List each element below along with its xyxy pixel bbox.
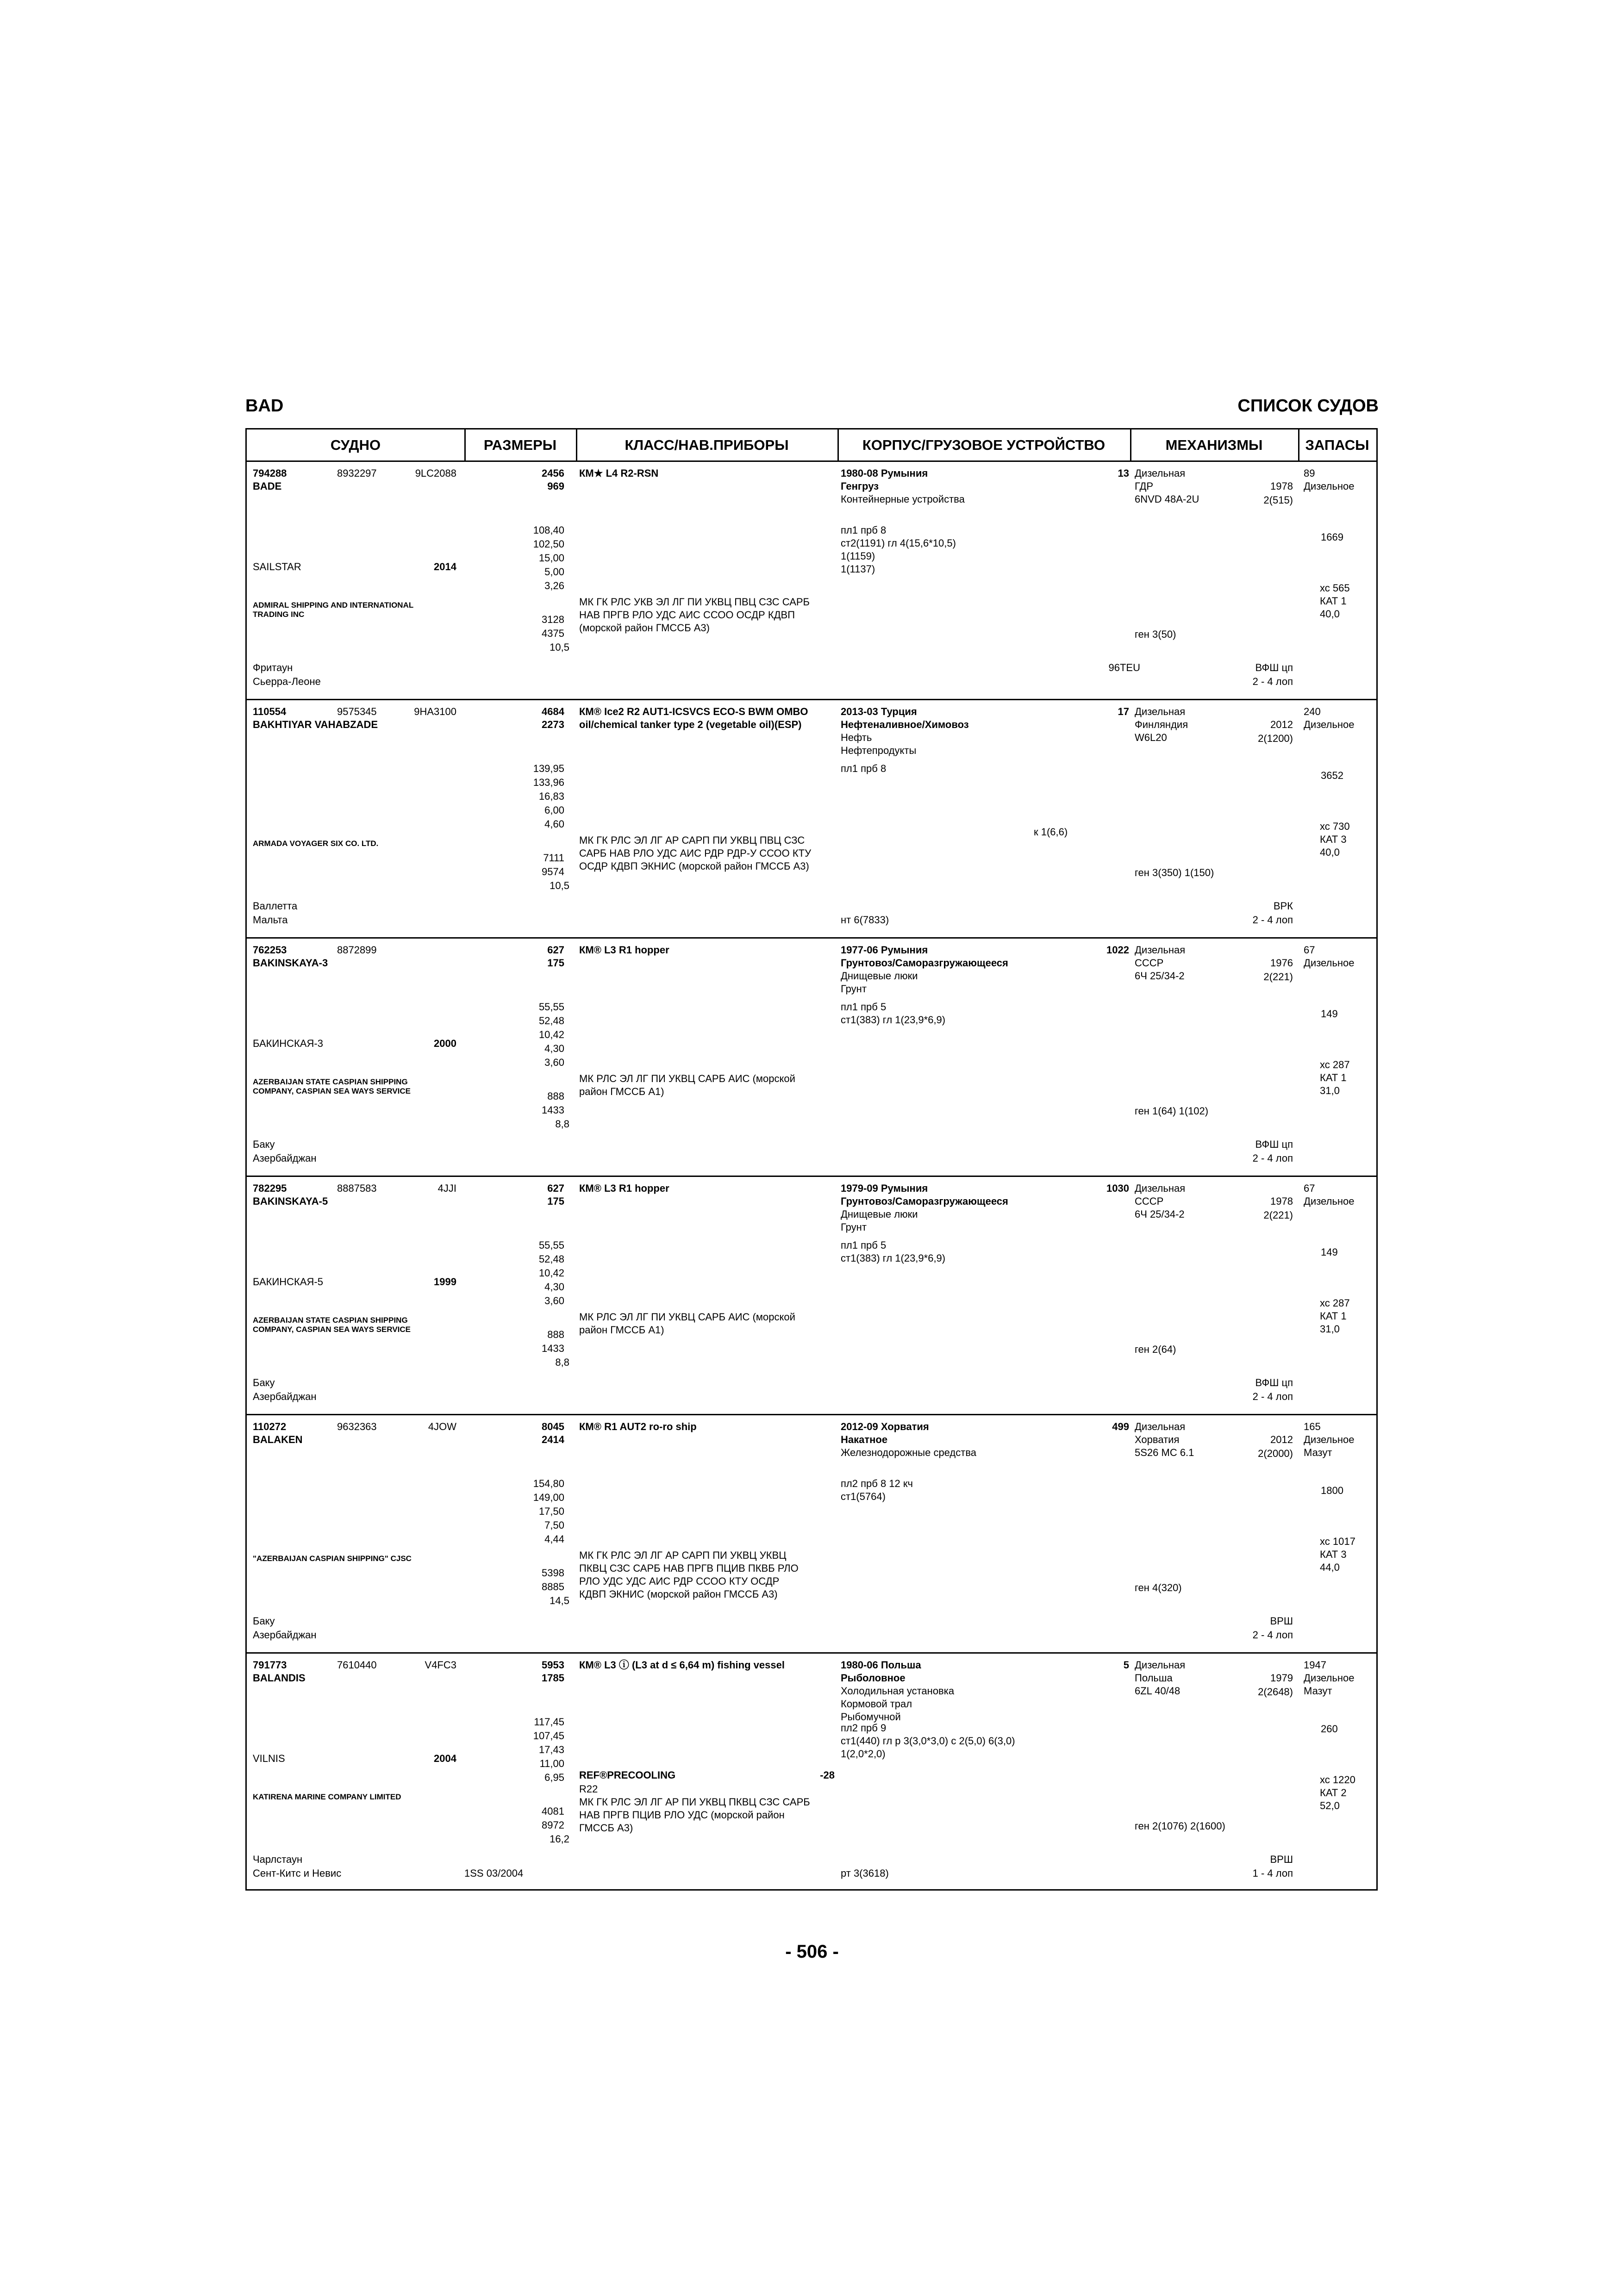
hull-feature: Рыбомучной (841, 1711, 901, 1723)
ship-name: BAKINSKAYA-5 (253, 1195, 328, 1207)
dimension-value: 3,60 (544, 1295, 564, 1307)
fuel-stock: 89 (1304, 467, 1315, 479)
dimension-value: 17,43 (538, 1744, 564, 1755)
engine-info: 6Ч 25/34-2 (1135, 1208, 1185, 1220)
dimension-value: 55,55 (538, 1239, 564, 1251)
ship-type: Рыболовное (841, 1672, 906, 1684)
dimension-value: 52,48 (538, 1015, 564, 1027)
deadweight: 1433 (542, 1104, 564, 1116)
autonomy-info: 44,0 (1320, 1562, 1340, 1573)
fuel-stock: Дизельное (1304, 480, 1355, 492)
column-divider (576, 429, 577, 462)
engine-power: 2(2648) (1258, 1686, 1293, 1698)
ship-register-table (245, 428, 1378, 1891)
nav-equipment: НАВ ПРГВ ПЦИВ РЛО УДС (морской район (579, 1809, 785, 1821)
table-header (247, 429, 1376, 462)
propeller-blades: 2 - 4 лоп (1252, 914, 1293, 926)
ship-reg-number: 762253 (253, 944, 287, 956)
tonnage: 5953 (542, 1659, 564, 1671)
autonomy-info: КАТ 2 (1320, 1787, 1347, 1798)
page-header-right: СПИСОК СУДОВ (1237, 396, 1379, 416)
fuel-stock: 1947 (1304, 1659, 1326, 1671)
ship-type: Грунтовоз/Саморазгружающееся (841, 957, 1008, 969)
engine-year: 1978 (1270, 1195, 1293, 1207)
propeller-blades: 1 - 4 лоп (1252, 1867, 1293, 1879)
column-divider (1130, 429, 1131, 462)
ship-imo: 9632363 (337, 1421, 377, 1432)
dimension-value: 4,30 (544, 1043, 564, 1054)
refrigeration-class: REF®PRECOOLING (579, 1769, 676, 1781)
nav-equipment: район ГМССБ А1) (579, 1324, 664, 1336)
ship-callsign: V4FC3 (425, 1659, 456, 1671)
ship-former-year: 2014 (434, 561, 456, 572)
deadweight: 1433 (542, 1343, 564, 1354)
speed: 16,2 (550, 1833, 569, 1845)
ship-callsign: 4JOW (428, 1421, 456, 1432)
ship-former-year: 2000 (434, 1038, 456, 1049)
nav-equipment: МК ГК РЛС ЭЛ ЛГ АР ПИ УКВЦ ПКВЦ СЗС САРБ (579, 1796, 810, 1808)
dimension-value: 108,40 (533, 524, 564, 536)
dimension-value: 7,50 (544, 1519, 564, 1531)
ship-owner: AZERBAIJAN STATE CASPIAN SHIPPING (253, 1077, 408, 1086)
speed: 14,5 (550, 1595, 569, 1606)
column-divider (837, 429, 839, 462)
engine-info: Дизельная (1135, 1182, 1186, 1194)
cargo-gear: пл1 прб 5 (841, 1001, 887, 1013)
cargo-gear: пл1 прб 8 (841, 524, 887, 536)
ship-owner: COMPANY, CASPIAN SEA WAYS SERVICE (253, 1087, 411, 1095)
cargo-gear-extra: к 1(6,6) (1034, 826, 1068, 838)
generators: ген 2(64) (1135, 1344, 1176, 1355)
ship-port: Баку (253, 1377, 275, 1388)
ship-port: Баку (253, 1139, 275, 1150)
engine-info: 6ZL 40/48 (1135, 1685, 1181, 1697)
fuel-stock: 165 (1304, 1421, 1321, 1432)
column-header-class: КЛАСС/НАВ.ПРИБОРЫ (625, 437, 789, 453)
engine-info: ГДР (1135, 480, 1154, 492)
fuel-stock: 240 (1304, 706, 1321, 717)
hull-feature: Железнодорожные средства (841, 1447, 977, 1458)
nav-equipment: ПКВЦ СЗС САРБ НАВ ПРГВ ПЦИВ ПКВБ РЛО (579, 1562, 799, 1574)
engine-year: 2012 (1270, 719, 1293, 730)
engine-power: 2(2000) (1258, 1448, 1293, 1459)
ship-owner: ADMIRAL SHIPPING AND INTERNATIONAL (253, 601, 414, 610)
tonnage: 8045 (542, 1421, 564, 1432)
cargo-gear: ст2(1191) гл 4(15,6*10,5) (841, 537, 956, 549)
autonomy-info: 31,0 (1320, 1085, 1340, 1096)
nav-equipment: НАВ ПРГВ РЛО УДС АИС ССОО ОСДР КДВП (579, 609, 795, 621)
tonnage: 175 (547, 1195, 564, 1207)
dimension-value: 3,60 (544, 1057, 564, 1068)
engine-power: 2(1200) (1258, 733, 1293, 744)
ship-name: BALAKEN (253, 1434, 303, 1445)
nav-equipment: КДВП ЭКНИС (морской район ГМССБ А3) (579, 1588, 778, 1600)
autonomy-info: хс 287 (1320, 1297, 1350, 1309)
ship-owner: TRADING INC (253, 610, 305, 619)
engine-year: 1978 (1270, 480, 1293, 492)
hull-feature: Контейнерные устройства (841, 493, 965, 505)
stock-value: 149 (1321, 1246, 1338, 1258)
nav-equipment: R22 (579, 1783, 598, 1795)
engine-info: СССР (1135, 957, 1164, 969)
tonnage: 2456 (542, 467, 564, 479)
fuel-stock: Дизельное (1304, 1195, 1355, 1207)
dimension-value: 117,45 (534, 1716, 564, 1728)
ship-entry (247, 1177, 1376, 1415)
dimension-value: 16,83 (538, 790, 564, 802)
ship-extra-note: 1SS 03/2004 (464, 1867, 524, 1879)
ship-callsign: 9LC2088 (415, 467, 456, 479)
ship-type: Накатное (841, 1434, 888, 1445)
propeller-blades: 2 - 4 лоп (1252, 1629, 1293, 1641)
dimension-value: 149,00 (533, 1492, 564, 1503)
deadweight: 8885 (542, 1581, 564, 1593)
propeller: ВРК (1273, 900, 1293, 912)
ship-former-year: 1999 (434, 1276, 456, 1288)
ship-former-year: 2004 (434, 1753, 456, 1764)
engine-info: Польша (1135, 1672, 1173, 1684)
fuel-stock: 67 (1304, 1182, 1315, 1194)
hull-bottom-note: рт 3(3618) (841, 1867, 889, 1879)
ship-reg-number: 782295 (253, 1182, 287, 1194)
ship-port: Чарлстаун (253, 1854, 303, 1865)
engine-info: Дизельная (1135, 1421, 1186, 1432)
class-notation: КМ® R1 AUT2 ro-ro ship (579, 1421, 697, 1432)
hull-feature: Днищевые люки (841, 1208, 918, 1220)
ship-name: BALANDIS (253, 1672, 306, 1684)
deadweight: 888 (547, 1090, 564, 1102)
deadweight: 4375 (542, 628, 564, 639)
engine-info: 6Ч 25/34-2 (1135, 970, 1185, 982)
ship-owner: "AZERBAIJAN CASPIAN SHIPPING" CJSC (253, 1554, 412, 1563)
ship-callsign: 9HA3100 (414, 706, 456, 717)
autonomy-info: хс 287 (1320, 1059, 1350, 1070)
nav-equipment: МК ГК РЛС ЭЛ ЛГ АР САРП ПИ УКВЦ УКВЦ (579, 1549, 787, 1561)
ship-name: BAKINSKAYA-3 (253, 957, 328, 969)
ship-flag: Азербайджан (253, 1629, 317, 1641)
hull-bottom-note: нт 6(7833) (841, 914, 889, 926)
hull-count: 13 (1118, 467, 1129, 479)
dimension-value: 133,96 (533, 777, 564, 788)
page-number: - 506 - (785, 1941, 839, 1962)
autonomy-info: хс 1017 (1320, 1536, 1355, 1547)
ship-former-name: БАКИНСКАЯ-3 (253, 1038, 323, 1049)
propeller-blades: 2 - 4 лоп (1252, 1391, 1293, 1402)
dimension-value: 154,80 (533, 1478, 564, 1489)
dimension-value: 6,95 (544, 1772, 564, 1783)
ship-imo: 8932297 (337, 467, 377, 479)
column-header-hull: КОРПУС/ГРУЗОВОЕ УСТРОЙСТВО (862, 437, 1106, 453)
column-header-stores: ЗАПАСЫ (1305, 437, 1369, 453)
engine-info: 6NVD 48A-2U (1135, 493, 1199, 505)
ship-type: Генгруз (841, 480, 879, 492)
ship-name: BADE (253, 480, 282, 492)
ship-reg-number: 110554 (253, 706, 287, 717)
build-year-country: 2012-09 Хорватия (841, 1421, 929, 1432)
autonomy-info: 40,0 (1320, 608, 1340, 620)
cargo-gear: ст1(383) гл 1(23,9*6,9) (841, 1014, 946, 1026)
dimension-value: 107,45 (533, 1730, 564, 1742)
ship-type: Нефтеналивное/Химовоз (841, 719, 969, 730)
speed: 8,8 (555, 1118, 569, 1130)
hull-feature: Нефтепродукты (841, 745, 917, 756)
autonomy-info: 40,0 (1320, 846, 1340, 858)
generators: ген 3(50) (1135, 628, 1176, 640)
cargo-gear: пл2 прб 9 (841, 1722, 887, 1734)
column-divider (1298, 429, 1299, 462)
dimension-value: 17,50 (538, 1506, 564, 1517)
autonomy-info: 52,0 (1320, 1800, 1340, 1811)
column-divider (464, 429, 466, 462)
deadweight: 888 (547, 1329, 564, 1340)
autonomy-info: КАТ 3 (1320, 834, 1347, 845)
autonomy-info: КАТ 1 (1320, 1072, 1347, 1083)
deadweight: 9574 (542, 866, 564, 877)
ship-reg-number: 791773 (253, 1659, 287, 1671)
dimension-value: 52,48 (538, 1253, 564, 1265)
page-header-left: BAD (245, 396, 284, 416)
engine-info: Финляндия (1135, 719, 1188, 730)
hull-count: 1030 (1106, 1182, 1129, 1194)
ship-owner: COMPANY, CASPIAN SEA WAYS SERVICE (253, 1325, 411, 1334)
ship-entry (247, 1654, 1376, 1892)
column-header-ship: СУДНО (330, 437, 381, 453)
cargo-gear: пл1 прб 8 (841, 763, 887, 774)
ship-type: Грунтовоз/Саморазгружающееся (841, 1195, 1008, 1207)
ship-flag: Мальта (253, 914, 288, 926)
hull-count: 499 (1112, 1421, 1129, 1432)
ship-former-name: VILNIS (253, 1753, 285, 1764)
build-year-country: 1979-09 Румыния (841, 1182, 928, 1194)
nav-equipment: МК РЛС ЭЛ ЛГ ПИ УКВЦ САРБ АИС (морской (579, 1073, 795, 1084)
build-year-country: 1980-06 Польша (841, 1659, 921, 1671)
class-notation: КМ® L3 R1 hopper (579, 1182, 669, 1194)
speed: 10,5 (550, 880, 569, 891)
autonomy-info: хс 730 (1320, 821, 1350, 832)
class-notation: КМ® L3 ⓘ (L3 at d ≤ 6,64 m) fishing vessel (579, 1659, 785, 1671)
tonnage: 627 (547, 944, 564, 956)
stock-value: 260 (1321, 1723, 1338, 1735)
hull-feature: Нефть (841, 732, 872, 743)
cargo-gear: ст1(383) гл 1(23,9*6,9) (841, 1252, 946, 1264)
ship-reg-number: 110272 (253, 1421, 287, 1432)
dimension-value: 11,00 (539, 1758, 564, 1769)
generators: ген 4(320) (1135, 1582, 1182, 1593)
nav-equipment: МК ГК РЛС УКВ ЭЛ ЛГ ПИ УКВЦ ПВЦ СЗС САРБ (579, 596, 810, 608)
cargo-gear: пл1 прб 5 (841, 1239, 887, 1251)
autonomy-info: КАТ 1 (1320, 1310, 1347, 1322)
propeller: ВРШ (1270, 1615, 1293, 1627)
ship-callsign: 4JJI (437, 1182, 456, 1194)
engine-power: 2(221) (1263, 1209, 1293, 1221)
tonnage: 627 (547, 1182, 564, 1194)
engine-info: Дизельная (1135, 467, 1186, 479)
class-notation: oil/chemical tanker type 2 (vegetable oil)(ESP) (579, 719, 802, 730)
engine-year: 2012 (1270, 1434, 1293, 1445)
nav-equipment: РЛО УДС УДС АИС РДР ССОО КТУ ОСДР (579, 1575, 780, 1587)
ship-owner: KATIRENA MARINE COMPANY LIMITED (253, 1792, 401, 1801)
hull-feature: Грунт (841, 1221, 867, 1233)
cargo-gear: ст1(5764) (841, 1491, 886, 1502)
propeller-blades: 2 - 4 лоп (1252, 676, 1293, 687)
build-year-country: 1980-08 Румыния (841, 467, 928, 479)
ship-imo: 9575345 (337, 706, 377, 717)
fuel-stock: Дизельное (1304, 957, 1355, 969)
ship-port: Баку (253, 1615, 275, 1627)
autonomy-info: хс 565 (1320, 582, 1350, 594)
stock-value: 1669 (1321, 531, 1343, 543)
engine-info: Дизельная (1135, 1659, 1186, 1671)
container-capacity: 96TEU (1108, 662, 1140, 673)
dimension-value: 4,44 (544, 1533, 564, 1545)
dimension-value: 6,00 (544, 804, 564, 816)
nav-equipment: САРБ НАВ РЛО УДС АИС РДР РДР-У ССОО КТУ (579, 847, 812, 859)
class-notation: КМ® L3 R1 hopper (579, 944, 669, 956)
propeller-blades: 2 - 4 лоп (1252, 1152, 1293, 1164)
engine-info: Дизельная (1135, 706, 1186, 717)
cargo-gear: 1(1159) (841, 550, 875, 562)
build-year-country: 1977-06 Румыния (841, 944, 928, 956)
ship-port: Валлетта (253, 900, 298, 912)
ship-entry (247, 939, 1376, 1177)
dimension-value: 102,50 (533, 538, 564, 550)
tonnage: 2273 (542, 719, 564, 730)
dimension-value: 55,55 (538, 1001, 564, 1013)
ship-imo: 7610440 (337, 1659, 377, 1671)
nav-equipment: ГМССБ А3) (579, 1822, 633, 1834)
hull-count: 17 (1118, 706, 1129, 717)
hull-feature: Грунт (841, 983, 867, 995)
propeller: ВФШ цп (1255, 1377, 1293, 1388)
deadweight: 4081 (542, 1805, 564, 1817)
ship-former-name: БАКИНСКАЯ-5 (253, 1276, 323, 1288)
column-header-machinery: МЕХАНИЗМЫ (1165, 437, 1263, 453)
ship-entry (247, 462, 1376, 700)
speed: 10,5 (550, 641, 569, 653)
engine-power: 2(221) (1263, 971, 1293, 983)
deadweight: 3128 (542, 614, 564, 625)
ship-flag: Азербайджан (253, 1391, 317, 1402)
refrigeration-temp: -28 (820, 1769, 835, 1781)
engine-info: 5S26 MC 6.1 (1135, 1447, 1194, 1458)
ship-reg-number: 794288 (253, 467, 287, 479)
generators: ген 3(350) 1(150) (1135, 867, 1214, 878)
nav-equipment: район ГМССБ А1) (579, 1086, 664, 1097)
tonnage: 1785 (542, 1672, 564, 1684)
autonomy-info: хс 1220 (1320, 1774, 1355, 1786)
ship-former-name: SAILSTAR (253, 561, 301, 572)
deadweight: 8972 (542, 1819, 564, 1831)
dimension-value: 10,42 (538, 1267, 564, 1279)
nav-equipment: (морской район ГМССБ А3) (579, 622, 710, 634)
hull-count: 5 (1123, 1659, 1129, 1671)
fuel-stock: Дизельное (1304, 1434, 1355, 1445)
ship-entry (247, 1415, 1376, 1654)
generators: ген 1(64) 1(102) (1135, 1105, 1209, 1117)
autonomy-info: КАТ 3 (1320, 1549, 1347, 1560)
engine-year: 1979 (1270, 1672, 1293, 1684)
cargo-gear: 1(2,0*2,0) (841, 1748, 886, 1760)
tonnage: 969 (547, 480, 564, 492)
speed: 8,8 (555, 1356, 569, 1368)
cargo-gear: пл2 прб 8 12 кч (841, 1478, 913, 1489)
hull-count: 1022 (1106, 944, 1129, 956)
engine-info: СССР (1135, 1195, 1164, 1207)
autonomy-info: КАТ 1 (1320, 595, 1347, 607)
autonomy-info: 31,0 (1320, 1323, 1340, 1335)
build-year-country: 2013-03 Турция (841, 706, 917, 717)
ship-imo: 8887583 (337, 1182, 377, 1194)
engine-info: Дизельная (1135, 944, 1186, 956)
propeller: ВРШ (1270, 1854, 1293, 1865)
tonnage: 4684 (542, 706, 564, 717)
engine-info: W6L20 (1135, 732, 1167, 743)
class-notation: КМ® Ice2 R2 AUT1-ICSVCS ECO-S BWM OMBO (579, 706, 808, 717)
column-header-dimensions: РАЗМЕРЫ (483, 437, 557, 453)
ship-port: Фритаун (253, 662, 293, 673)
engine-year: 1976 (1270, 957, 1293, 969)
stock-value: 1800 (1321, 1485, 1343, 1496)
ship-flag: Сьерра-Леоне (253, 676, 321, 687)
engine-info: Хорватия (1135, 1434, 1180, 1445)
stock-value: 149 (1321, 1008, 1338, 1020)
ship-flag: Сент-Китс и Невис (253, 1867, 342, 1879)
tonnage: 175 (547, 957, 564, 969)
nav-equipment: МК ГК РЛС ЭЛ ЛГ АР САРП ПИ УКВЦ ПВЦ СЗС (579, 834, 805, 846)
dimension-value: 3,26 (544, 580, 564, 591)
hull-feature: Холодильная установка (841, 1685, 955, 1697)
deadweight: 5398 (542, 1567, 564, 1579)
stock-value: 3652 (1321, 770, 1343, 781)
tonnage: 2414 (542, 1434, 564, 1445)
fuel-stock: 67 (1304, 944, 1315, 956)
ship-owner: AZERBAIJAN STATE CASPIAN SHIPPING (253, 1316, 408, 1325)
hull-feature: Днищевые люки (841, 970, 918, 982)
dimension-value: 4,30 (544, 1281, 564, 1293)
propeller: ВФШ цп (1255, 1139, 1293, 1150)
dimension-value: 5,00 (544, 566, 564, 578)
engine-power: 2(515) (1263, 494, 1293, 506)
hull-feature: Кормовой трал (841, 1698, 912, 1710)
dimension-value: 15,00 (538, 552, 564, 564)
ship-imo: 8872899 (337, 944, 377, 956)
class-notation: КМ★ L4 R2-RSN (579, 467, 659, 479)
fuel-stock: Дизельное (1304, 719, 1355, 730)
deadweight: 7111 (543, 852, 564, 864)
propeller: ВФШ цп (1255, 662, 1293, 673)
nav-equipment: ОСДР КДВП ЭКНИС (морской район ГМССБ А3) (579, 860, 809, 872)
ship-owner: ARMADA VOYAGER SIX CO. LTD. (253, 839, 379, 848)
generators: ген 2(1076) 2(1600) (1135, 1820, 1225, 1832)
dimension-value: 10,42 (538, 1029, 564, 1040)
dimension-value: 4,60 (544, 818, 564, 830)
ship-flag: Азербайджан (253, 1152, 317, 1164)
fuel-stock: Мазут (1304, 1447, 1332, 1458)
ship-name: BAKHTIYAR VAHABZADE (253, 719, 378, 730)
nav-equipment: МК РЛС ЭЛ ЛГ ПИ УКВЦ САРБ АИС (морской (579, 1311, 795, 1323)
cargo-gear: 1(1137) (841, 563, 875, 575)
cargo-gear: ст1(440) гл р 3(3,0*3,0) с 2(5,0) 6(3,0) (841, 1735, 1015, 1747)
ship-entry (247, 700, 1376, 939)
fuel-stock: Дизельное (1304, 1672, 1355, 1684)
dimension-value: 139,95 (533, 763, 564, 774)
fuel-stock: Мазут (1304, 1685, 1332, 1697)
